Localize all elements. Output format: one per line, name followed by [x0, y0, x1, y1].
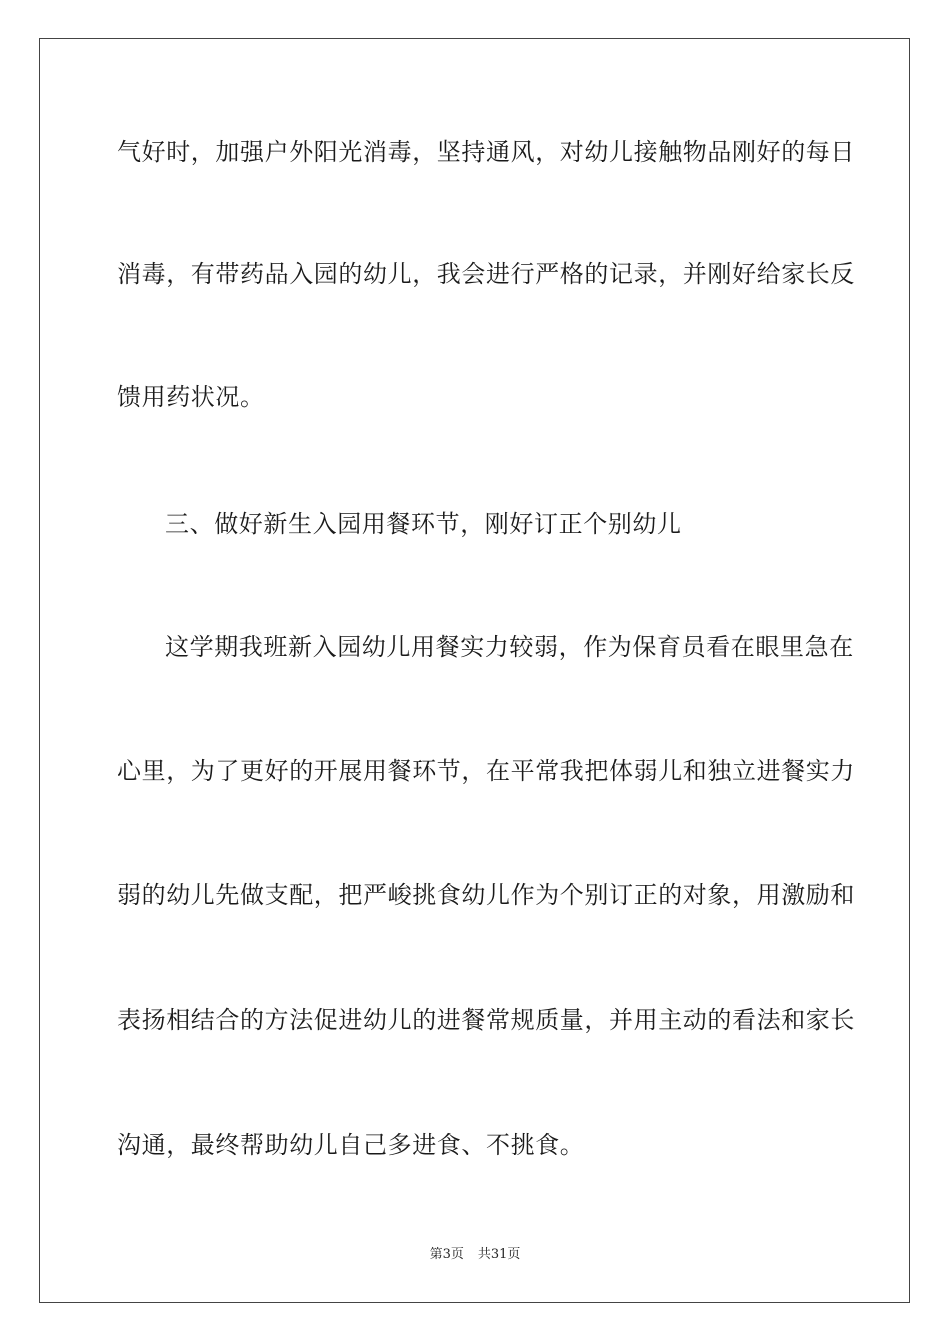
body-line-9: 沟通，最终帮助幼儿自己多进食、不挑食。 — [117, 1131, 585, 1159]
page-frame — [39, 38, 910, 1303]
body-line-8: 表扬相结合的方法促进幼儿的进餐常规质量，并用主动的看法和家长 — [117, 1006, 855, 1034]
body-line-3: 馈用药状况。 — [117, 383, 265, 411]
body-line-6: 心里，为了更好的开展用餐环节，在平常我把体弱儿和独立进餐实力 — [117, 757, 855, 785]
section-heading: 三、做好新生入园用餐环节，刚好订正个别幼儿 — [165, 510, 682, 538]
body-line-5: 这学期我班新入园幼儿用餐实力较弱，作为保育员看在眼里急在 — [165, 633, 854, 661]
body-line-7: 弱的幼儿先做支配，把严峻挑食幼儿作为个别订正的对象，用激励和 — [117, 881, 855, 909]
page-number: 第3页 — [429, 1247, 464, 1262]
body-line-2: 消毒，有带药品入园的幼儿，我会进行严格的记录，并刚好给家长反 — [117, 260, 855, 288]
total-pages: 共31页 — [477, 1247, 521, 1262]
body-line-1: 气好时，加强户外阳光消毒，坚持通风，对幼儿接触物品刚好的每日 — [117, 138, 855, 166]
page-footer — [0, 1247, 950, 1263]
